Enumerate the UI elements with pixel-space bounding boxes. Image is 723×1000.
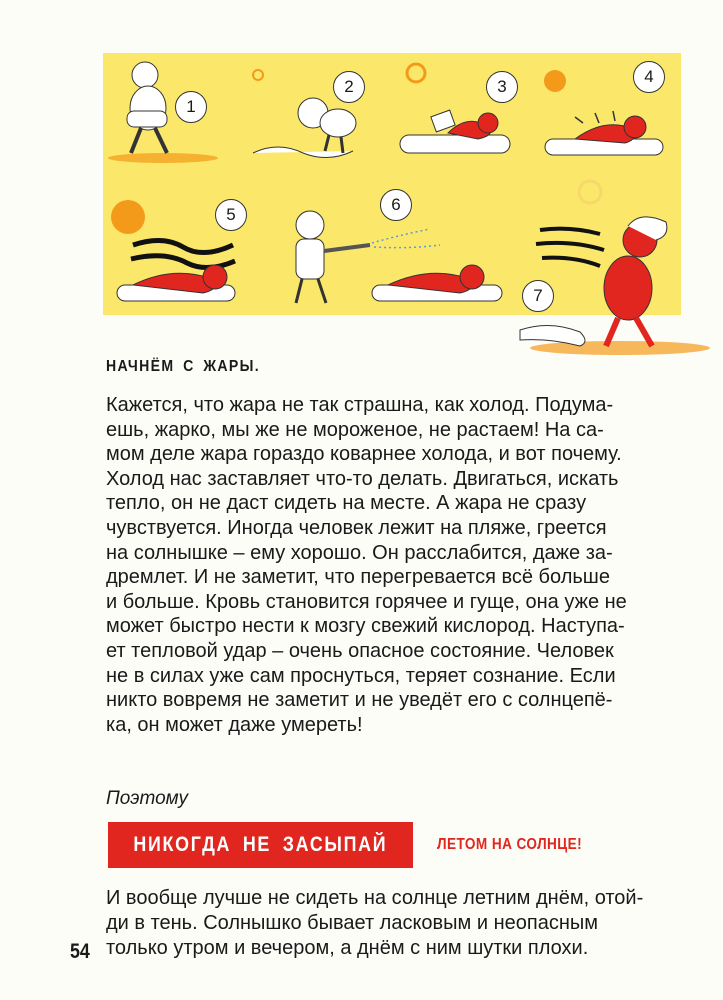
panel-number: 5 bbox=[215, 199, 247, 231]
character-reading-sunbathing-icon bbox=[388, 53, 528, 165]
character-carrying-towel-icon bbox=[103, 53, 228, 165]
comic-panel-3 bbox=[388, 53, 528, 165]
closing-paragraph: И вообще лучше не сидеть на солнце летним днём, отой- ди в тень. Солнышко бывает ласковым и неопасным только утром и вечером, а днём с ним шутки плохи. bbox=[106, 887, 644, 959]
comic-panel-4 bbox=[535, 53, 681, 165]
panel-number: 1 bbox=[175, 91, 207, 123]
panel-number: 2 bbox=[333, 71, 365, 103]
character-walking-overheated-icon bbox=[480, 170, 710, 360]
comic-panel-6 bbox=[260, 185, 510, 315]
comic-panel-1 bbox=[103, 53, 228, 165]
warning-banner-text: НИКОГДА НЕ ЗАСЫПАЙ bbox=[133, 833, 388, 856]
comic-panel-7 bbox=[480, 170, 710, 360]
character-laying-towel-icon bbox=[233, 53, 383, 165]
panel-number: 3 bbox=[486, 71, 518, 103]
comic-panel-5 bbox=[103, 185, 253, 315]
body-paragraph: Кажется, что жара не так страшна, как холод. Подума- ешь, жарко, мы же не мороженое, не растаем! На са- мом деле жара гораздо коварнее холода, и вот почему. Холод нас заставляет что-то делать. Двигаться, искать тепло, он не даст сидеть на месте. А жара не сразу чувствуется. Иногда человек лежит на пляже, греется на солнышке – ему хорошо. Он расслабится, даже за- дремлет. И не заметит, что перегревается всё больше и больше. Кровь становится горячее и гуще, она уже не может быстро нести к мозгу свежий кислород. Наступа- ет тепловой удар – очень опасное состояние. Человек не в силах уже сам проснуться, теряет сознание. Если никто вовремя не заметит и не уведёт его с солнцепё- ка, он может даже умереть! bbox=[106, 394, 627, 736]
lead-in-text: Поэтому bbox=[106, 788, 188, 809]
panel-number: 7 bbox=[522, 280, 554, 312]
panel-number: 6 bbox=[380, 189, 412, 221]
panel-number: 4 bbox=[633, 61, 665, 93]
warning-banner-tail: ЛЕТОМ НА СОЛНЦЕ! bbox=[437, 836, 583, 853]
page-number: 54 bbox=[70, 940, 90, 963]
comic-panel-2 bbox=[233, 53, 383, 165]
section-heading: НАЧНЁМ С ЖАРЫ. bbox=[106, 358, 260, 375]
warning-banner bbox=[108, 822, 413, 868]
